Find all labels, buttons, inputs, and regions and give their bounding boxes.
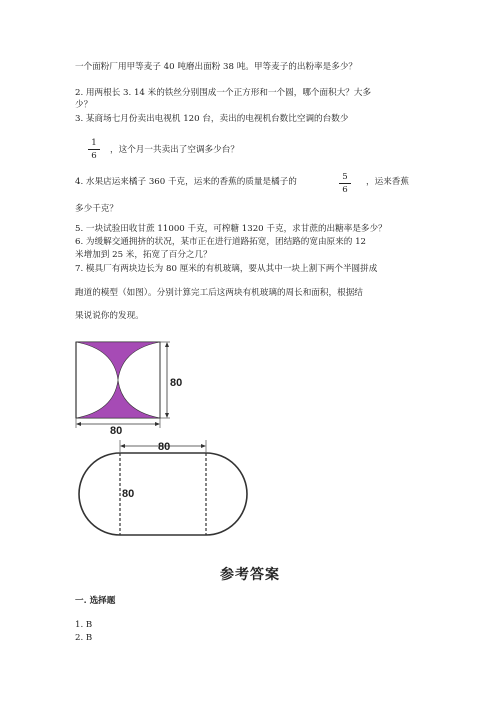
height-label: 80 [122, 488, 135, 500]
arrowhead [76, 422, 81, 426]
answer-item: 1. B [75, 620, 93, 630]
question-7-line-2: 跑道的模型（如图）。分别计算完工后这两块有机玻璃的周长和面积，根据结 [75, 288, 363, 298]
track-figure [70, 436, 260, 536]
question-4-line-1b: ，运来香蕉 [366, 177, 409, 187]
arrowhead [155, 422, 160, 426]
question-1-text: 一个面粉厂用甲等麦子 40 吨磨出面粉 38 吨。甲等麦子的出粉率是多少？ [75, 62, 358, 72]
fraction-bar [88, 149, 100, 150]
question-3-fraction [88, 138, 100, 161]
answer-item: 2. B [75, 633, 93, 643]
bottom-shaded-region [76, 380, 160, 418]
arrowhead [120, 444, 125, 448]
question-3-line-2: ，这个月一共卖出了空调多少台？ [110, 145, 239, 155]
bottom-length-label: 80 [110, 425, 123, 435]
arrowhead [165, 342, 169, 347]
question-5-text: 5. 一块试验田收甘蔗 11000 千克，可榨糖 1320 千克，求甘蔗的出糖率是多少？ [75, 224, 387, 234]
question-6-line-2: 米增加到 25 米，拓宽了百分之几？ [75, 250, 212, 260]
fraction-numerator: 1 [91, 138, 97, 148]
question-2-line-1: 2. 用两根长 3. 14 米的铁丝分别围成一个正方形和一个圆，哪个面积大？大多 [75, 88, 372, 98]
question-6-line-1: 6. 为缓解交通拥挤的状况，某市正在进行道路拓宽，团结路的宽由原来的 12 [75, 237, 367, 247]
track-outline [79, 453, 247, 535]
question-3-line-1: 3. 某商场七月份卖出电视机 120 台，卖出的电视机台数比空调的台数少 [75, 114, 349, 124]
fraction-denominator: 6 [91, 151, 97, 161]
question-4-fraction [339, 172, 351, 195]
section-title: 一. 选择题 [75, 596, 116, 606]
top-length-label: 80 [158, 441, 171, 453]
side-length-label: 80 [170, 377, 183, 389]
question-4-line-1: 4. 水果店运来橘子 360 千克，运来的香蕉的质量是橘子的 [75, 177, 297, 187]
answers-heading: 参考答案 [220, 567, 280, 583]
square-figure [70, 335, 190, 435]
fraction-numerator: 5 [342, 172, 348, 182]
question-7-line-1: 7. 模具厂有两块边长为 80 厘米的有机玻璃，要从其中一块上割下两个半圆拼成 [75, 264, 378, 274]
arrowhead [165, 413, 169, 418]
top-shaded-region [76, 342, 160, 380]
question-4-line-2: 多少千克？ [75, 204, 118, 214]
fraction-bar [339, 183, 351, 184]
question-7-line-3: 果说说你的发现。 [75, 311, 144, 321]
arrowhead [201, 444, 206, 448]
question-2-line-2: 少？ [75, 100, 93, 110]
fraction-denominator: 6 [342, 185, 348, 195]
